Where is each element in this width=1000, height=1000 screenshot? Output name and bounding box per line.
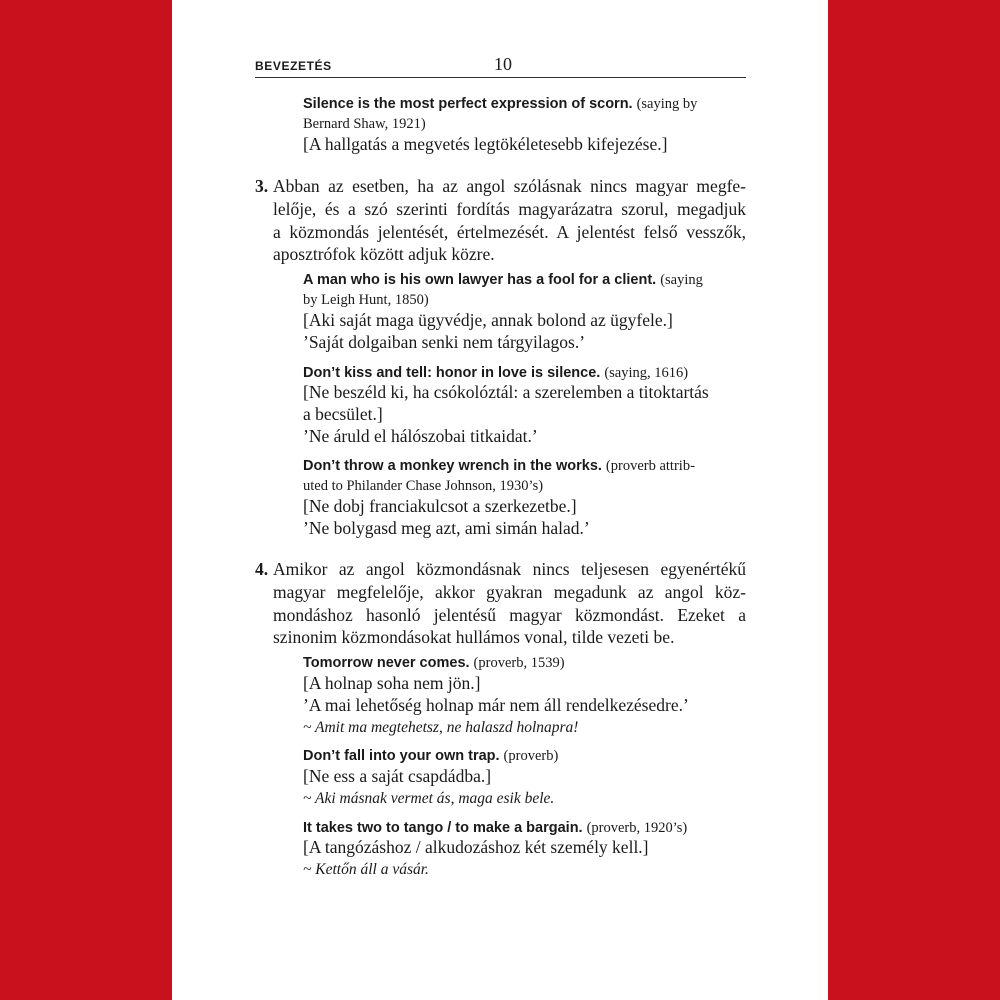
proverb-source: (saying by <box>636 96 698 112</box>
proverb-source-cont: uted to Philander Chase Johnson, 1930’s) <box>303 478 544 494</box>
section-number: 4. <box>255 559 269 579</box>
proverb-source-cont: Bernard Shaw, 1921) <box>303 116 426 132</box>
translation: [A hallgatás a megvetés legtökéletesebb kifejezése.] <box>303 134 668 154</box>
proverb-source: (proverb attrib- <box>605 458 695 474</box>
synonym-proverb: ~ Kettőn áll a vásár. <box>303 861 429 878</box>
translation-cont: a becsület.] <box>303 404 383 424</box>
translation: [Ne ess a saját csapdádba.] <box>303 766 492 786</box>
translation: [A tangózáshoz / alkudozáshoz két személy kell.] <box>303 837 649 857</box>
proverb: Silence is the most perfect expression of scorn. <box>303 96 633 112</box>
proverb: Don’t throw a monkey wrench in the works. <box>303 458 602 474</box>
translation: [Ne dobj franciakulcsot a szerkezetbe.] <box>303 496 577 516</box>
paragraph-line: lelője, és a szó szerinti fordítás magyarázatra szorul, megadjuk <box>273 199 746 219</box>
proverb: Don’t kiss and tell: honor in love is silence. <box>303 365 601 381</box>
proverb: Don’t fall into your own trap. <box>303 748 500 764</box>
page-number: 10 <box>494 54 512 74</box>
paragraph-line: magyar megfelelője, akkor gyakran megadunk az angol köz- <box>273 582 746 602</box>
entry-line <box>303 96 697 112</box>
paragraph-line: aposztrófok között adjuk közre. <box>273 244 495 264</box>
paragraph-line: Amikor az angol közmondásnak nincs teljesesen egyenértékű <box>273 559 746 579</box>
entry-line <box>303 748 558 764</box>
paragraph-line: a közmondás jelentését, értelmezését. A jelentést felső vesszők, <box>273 222 746 242</box>
meaning: ’Saját dolgaiban senki nem tárgyilagos.’ <box>303 332 586 352</box>
meaning: ’A mai lehetőség holnap már nem áll rendelkezésedre.’ <box>303 695 689 715</box>
meaning: ’Ne bolygasd meg azt, ami simán halad.’ <box>303 518 590 538</box>
entry-line <box>303 820 687 836</box>
entry-line <box>303 365 688 381</box>
meaning: ’Ne áruld el hálószobai titkaidat.’ <box>303 426 538 446</box>
paragraph-line: szinonim közmondásokat hullámos vonal, tilde vezeti be. <box>273 627 675 647</box>
proverb-source: (proverb, 1539) <box>473 655 565 671</box>
proverb: A man who is his own lawyer has a fool for a client. <box>303 272 657 288</box>
proverb-source-cont: by Leigh Hunt, 1850) <box>303 292 429 308</box>
proverb: Tomorrow never comes. <box>303 655 470 671</box>
section-number: 3. <box>255 176 269 196</box>
entry-line <box>303 458 695 474</box>
translation: [Aki saját maga ügyvédje, annak bolond az ügyfele.] <box>303 310 673 330</box>
proverb: It takes two to tango / to make a bargain. <box>303 820 583 836</box>
synonym-proverb: ~ Aki másnak vermet ás, maga esik bele. <box>303 790 555 807</box>
entry-line <box>303 272 703 288</box>
paragraph-line: mondáshoz hasonló jelentésű magyar közmondást. Ezeket a <box>273 605 746 625</box>
proverb-source: (proverb, 1920’s) <box>586 820 688 836</box>
proverb-source: (saying <box>660 272 703 288</box>
entry-line <box>303 655 565 671</box>
proverb-source: (proverb) <box>503 748 559 764</box>
header-rule <box>255 77 746 78</box>
proverb-source: (saying, 1616) <box>604 365 689 381</box>
section-header: BEVEZETÉS <box>255 59 332 73</box>
synonym-proverb: ~ Amit ma megtehetsz, ne halaszd holnapra! <box>303 719 579 736</box>
paragraph-line: Abban az esetben, ha az angol szólásnak nincs magyar megfe- <box>273 176 746 196</box>
translation: [A holnap soha nem jön.] <box>303 673 481 693</box>
translation: [Ne beszéld ki, ha csókolóztál: a szerelemben a titoktartás <box>303 382 709 402</box>
